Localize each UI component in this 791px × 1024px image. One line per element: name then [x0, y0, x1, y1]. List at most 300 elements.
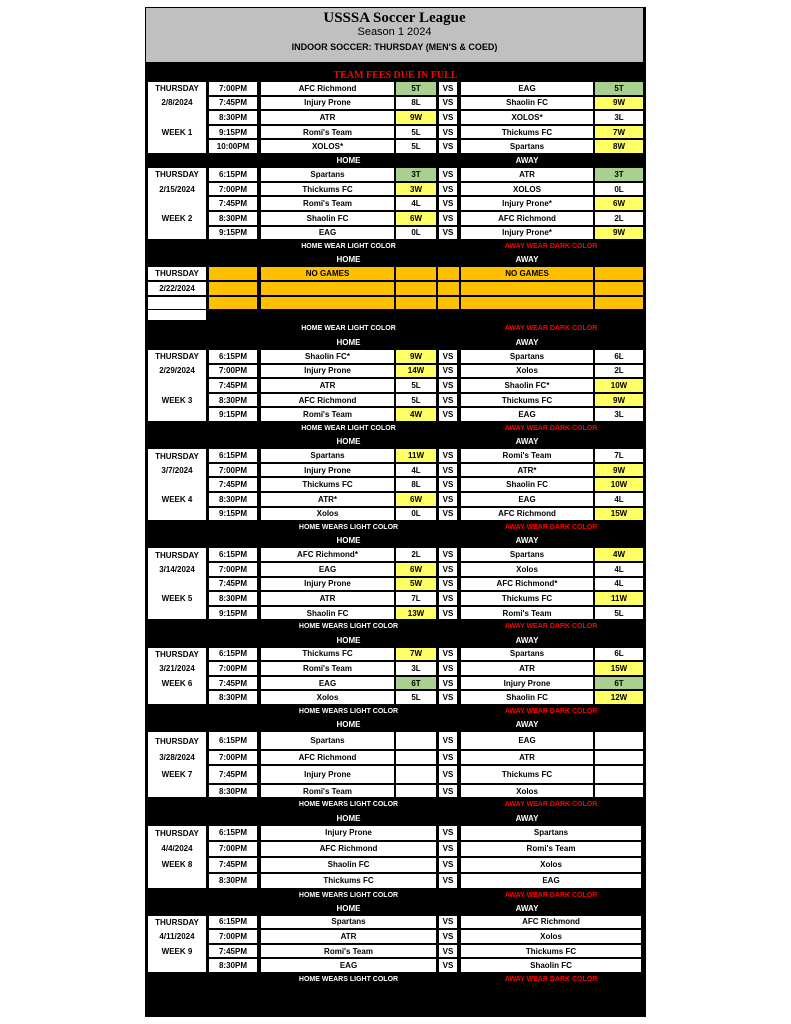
day-label: THURSDAY — [147, 915, 207, 930]
week-label: WEEK 4 — [147, 492, 207, 507]
game-time: 8:30PM — [208, 873, 258, 889]
away-score: 6L — [594, 349, 644, 364]
vs-label: VS — [438, 944, 458, 959]
away-wear-label: AWAY WEAR DARK COLOR — [504, 891, 598, 899]
home-score: 6W — [395, 211, 437, 226]
away-team: EAG — [460, 81, 594, 96]
away-team: Thickums FC — [460, 591, 594, 606]
vs-label: VS — [438, 125, 458, 140]
game-row — [145, 378, 646, 393]
home-team: EAG — [260, 958, 437, 973]
game-time: 6:15PM — [208, 349, 258, 364]
home-score: 4L — [395, 463, 437, 478]
season-label: Season 1 2024 — [357, 26, 432, 38]
vs-label: VS — [438, 690, 458, 705]
home-score: 7W — [395, 647, 437, 662]
day-cell — [147, 378, 207, 393]
away-team: EAG — [460, 407, 594, 422]
home-team: Thickums FC — [260, 477, 395, 492]
away-score: 7W — [594, 125, 644, 140]
game-row — [145, 765, 646, 784]
home-score: 9W — [395, 110, 437, 125]
date-label: 3/7/2024 — [147, 463, 207, 478]
away-team: Injury Prone* — [460, 196, 594, 211]
vs-label: VS — [438, 577, 458, 592]
home-away-bar — [145, 435, 646, 448]
away-score: 4L — [594, 577, 644, 592]
home-score — [395, 765, 437, 784]
vs-gap — [437, 266, 460, 281]
home-score: 5W — [395, 577, 437, 592]
home-team: EAG — [260, 562, 395, 577]
away-team: Romi's Team — [460, 841, 642, 857]
date-label: 2/8/2024 — [147, 96, 207, 111]
score-cell — [594, 281, 644, 296]
away-score: 4W — [594, 547, 644, 562]
home-score: 4L — [395, 196, 437, 211]
vs-label: VS — [438, 929, 458, 944]
game-row — [145, 784, 646, 799]
home-team: ATR* — [260, 492, 395, 507]
home-score: 11W — [395, 448, 437, 463]
away-team: Shaolin FC* — [460, 378, 594, 393]
home-score: 3L — [395, 661, 437, 676]
game-time: 7:00PM — [208, 562, 258, 577]
home-team: ATR — [260, 110, 395, 125]
away-score: 12W — [594, 690, 644, 705]
home-score: 5T — [395, 81, 437, 96]
home-team: Spartans — [260, 167, 395, 182]
day-label: THURSDAY — [147, 167, 207, 182]
game-time: 7:45PM — [208, 477, 258, 492]
day-cell — [147, 873, 207, 889]
vs-label: VS — [438, 139, 458, 154]
time-cell — [208, 296, 258, 311]
week-label: WEEK 9 — [147, 944, 207, 959]
game-row — [145, 407, 646, 422]
home-score: 2L — [395, 547, 437, 562]
away-score: 8W — [594, 139, 644, 154]
no-games-row — [145, 266, 646, 281]
vs-label: VS — [438, 448, 458, 463]
vs-label: VS — [438, 958, 458, 973]
vs-label: VS — [438, 492, 458, 507]
home-team: Thickums FC — [260, 182, 395, 197]
away-team: Spartans — [460, 647, 594, 662]
day-label: THURSDAY — [147, 547, 207, 562]
home-away-bar — [145, 634, 646, 647]
away-score: 4L — [594, 492, 644, 507]
game-time: 10:00PM — [208, 139, 258, 154]
no-games-row — [145, 296, 646, 311]
game-time: 7:00PM — [208, 463, 258, 478]
home-score: 8L — [395, 96, 437, 111]
score-cell — [594, 266, 644, 281]
game-row — [145, 211, 646, 226]
empty-cell — [260, 281, 395, 296]
away-team: ATR — [460, 661, 594, 676]
away-score: 6W — [594, 196, 644, 211]
away-score: 10W — [594, 378, 644, 393]
game-row — [145, 661, 646, 676]
away-team: Xolos — [460, 364, 594, 379]
away-score: 3T — [594, 167, 644, 182]
away-team: EAG — [460, 492, 594, 507]
away-score: 9W — [594, 96, 644, 111]
vs-label: VS — [438, 731, 458, 750]
game-time: 8:30PM — [208, 393, 258, 408]
home-team: Shaolin FC — [260, 606, 395, 621]
game-row — [145, 139, 646, 154]
day-cell — [147, 606, 207, 621]
away-score: 3L — [594, 407, 644, 422]
vs-label: VS — [438, 364, 458, 379]
vs-label: VS — [438, 196, 458, 211]
home-score: 3W — [395, 182, 437, 197]
vs-label: VS — [438, 873, 458, 889]
week-label: WEEK 8 — [147, 857, 207, 873]
game-time: 8:30PM — [208, 690, 258, 705]
away-score: 7L — [594, 448, 644, 463]
day-cell — [147, 507, 207, 522]
home-team: Injury Prone — [260, 364, 395, 379]
away-heading: AWAY — [515, 337, 539, 347]
day-cell — [147, 784, 207, 799]
home-score: 4W — [395, 407, 437, 422]
away-score: 6L — [594, 647, 644, 662]
away-team: Xolos — [460, 929, 642, 944]
game-row — [145, 547, 646, 562]
away-team: AFC Richmond — [460, 211, 594, 226]
away-team: Thickums FC — [460, 393, 594, 408]
wear-bar — [145, 240, 646, 253]
away-team: Injury Prone* — [460, 226, 594, 241]
home-team: XOLOS* — [260, 139, 395, 154]
week-label: WEEK 6 — [147, 676, 207, 691]
home-score: 5L — [395, 125, 437, 140]
game-time: 9:15PM — [208, 606, 258, 621]
game-row — [145, 393, 646, 408]
home-heading: HOME — [336, 437, 361, 447]
vs-label: VS — [438, 661, 458, 676]
game-row — [145, 825, 646, 841]
game-row — [145, 96, 646, 111]
away-score: 3L — [594, 110, 644, 125]
game-row — [145, 841, 646, 857]
game-time: 7:00PM — [208, 750, 258, 765]
away-team: Romi's Team — [460, 448, 594, 463]
game-row — [145, 477, 646, 492]
game-time: 6:15PM — [208, 547, 258, 562]
home-wear-label: HOME WEARS LIGHT COLOR — [298, 708, 399, 716]
wear-bar — [145, 321, 646, 335]
home-team: Romi's Team — [260, 125, 395, 140]
home-wear-label: HOME WEARS LIGHT COLOR — [298, 623, 399, 631]
day-cell — [147, 196, 207, 211]
game-row — [145, 915, 646, 930]
game-row — [145, 591, 646, 606]
home-score: 6W — [395, 562, 437, 577]
vs-label: VS — [438, 750, 458, 765]
away-team: Injury Prone — [460, 676, 594, 691]
game-time: 9:15PM — [208, 407, 258, 422]
home-team: Romi's Team — [260, 196, 395, 211]
away-team: ATR — [460, 167, 594, 182]
away-score — [594, 731, 644, 750]
game-row — [145, 690, 646, 705]
home-team: ATR — [260, 929, 437, 944]
away-team: XOLOS* — [460, 110, 594, 125]
home-team: Romi's Team — [260, 944, 437, 959]
home-team: Shaolin FC — [260, 211, 395, 226]
no-games-row — [145, 281, 646, 296]
wear-bar — [145, 620, 646, 633]
wear-bar — [145, 705, 646, 718]
vs-label: VS — [438, 81, 458, 96]
wear-bar — [145, 521, 646, 534]
vs-label: VS — [438, 477, 458, 492]
home-away-bar — [145, 253, 646, 266]
away-team: Xolos — [460, 562, 594, 577]
game-row — [145, 81, 646, 96]
vs-label: VS — [438, 562, 458, 577]
day-label: THURSDAY — [147, 825, 207, 841]
home-score — [395, 731, 437, 750]
home-score — [395, 750, 437, 765]
vs-label: VS — [438, 647, 458, 662]
home-heading: HOME — [336, 720, 361, 730]
away-team: Shaolin FC — [460, 96, 594, 111]
game-time: 7:45PM — [208, 196, 258, 211]
home-team: AFC Richmond* — [260, 547, 395, 562]
week-label: WEEK 1 — [147, 125, 207, 140]
away-score: 9W — [594, 393, 644, 408]
week-label: WEEK 5 — [147, 591, 207, 606]
away-team: EAG — [460, 873, 642, 889]
day-cell — [147, 577, 207, 592]
away-wear-label: AWAY WEAR DARK COLOR — [504, 425, 598, 433]
home-heading: HOME — [336, 156, 361, 166]
score-cell — [395, 266, 437, 281]
away-wear-label: AWAY WEAR DARK COLOR — [504, 801, 598, 809]
away-team: XOLOS — [460, 182, 594, 197]
vs-label: VS — [438, 463, 458, 478]
game-time: 9:15PM — [208, 125, 258, 140]
game-time: 7:00PM — [208, 841, 258, 857]
home-team: ATR — [260, 378, 395, 393]
away-team: Thickums FC — [460, 765, 594, 784]
home-wear-label: HOME WEAR LIGHT COLOR — [301, 243, 396, 251]
away-heading: AWAY — [515, 813, 539, 823]
away-score: 2L — [594, 364, 644, 379]
game-time: 7:00PM — [208, 929, 258, 944]
home-wear-label: HOME WEAR LIGHT COLOR — [301, 425, 396, 433]
home-team: Xolos — [260, 690, 395, 705]
home-wear-label: HOME WEARS LIGHT COLOR — [298, 801, 399, 809]
vs-label: VS — [438, 96, 458, 111]
home-team: Shaolin FC* — [260, 349, 395, 364]
home-score: 0L — [395, 226, 437, 241]
day-label: THURSDAY — [147, 647, 207, 662]
wear-bar — [145, 798, 646, 811]
game-time: 6:15PM — [208, 647, 258, 662]
away-wear-label: AWAY WEAR DARK COLOR — [504, 524, 598, 532]
home-score: 6T — [395, 676, 437, 691]
game-row — [145, 750, 646, 765]
home-score: 13W — [395, 606, 437, 621]
away-heading: AWAY — [515, 720, 539, 730]
game-row — [145, 492, 646, 507]
home-wear-label: HOME WEAR LIGHT COLOR — [301, 324, 396, 332]
home-heading: HOME — [336, 903, 361, 913]
time-cell — [208, 266, 258, 281]
away-team: Thickums FC — [460, 944, 642, 959]
home-heading: HOME — [336, 536, 361, 546]
game-time: 6:15PM — [208, 825, 258, 841]
game-time: 7:00PM — [208, 182, 258, 197]
away-score: 9W — [594, 226, 644, 241]
game-row — [145, 349, 646, 364]
home-score: 7L — [395, 591, 437, 606]
away-team: Spartans — [460, 139, 594, 154]
home-team: Spartans — [260, 448, 395, 463]
game-time: 6:15PM — [208, 731, 258, 750]
home-team: Injury Prone — [260, 96, 395, 111]
vs-label: VS — [438, 606, 458, 621]
vs-gap — [437, 296, 460, 311]
away-team: EAG — [460, 731, 594, 750]
wear-bar — [145, 889, 646, 902]
away-score: 4L — [594, 562, 644, 577]
home-wear-label: HOME WEARS LIGHT COLOR — [298, 976, 399, 984]
game-row — [145, 562, 646, 577]
game-time: 9:15PM — [208, 507, 258, 522]
home-away-bar — [145, 902, 646, 915]
schedule-subtitle: INDOOR SOCCER: THURSDAY (MEN'S & COED) — [291, 42, 498, 52]
empty-cell — [260, 296, 395, 311]
away-team: Xolos — [460, 857, 642, 873]
week-label — [147, 296, 207, 311]
home-team: AFC Richmond — [260, 841, 437, 857]
game-time: 7:00PM — [208, 81, 258, 96]
home-team: Injury Prone — [260, 765, 395, 784]
league-title: USSSA Soccer League — [323, 10, 466, 26]
away-team: Romi's Team — [460, 606, 594, 621]
game-row — [145, 873, 646, 889]
date-label: 2/22/2024 — [147, 281, 207, 296]
game-time: 8:30PM — [208, 591, 258, 606]
home-score: 14W — [395, 364, 437, 379]
home-score: 6W — [395, 492, 437, 507]
home-score: 0L — [395, 507, 437, 522]
home-team: AFC Richmond — [260, 81, 395, 96]
home-team: Injury Prone — [260, 825, 437, 841]
date-label: 3/14/2024 — [147, 562, 207, 577]
empty-cell — [460, 296, 594, 311]
home-team: Thickums FC — [260, 873, 437, 889]
home-score: 9W — [395, 349, 437, 364]
away-team: Shaolin FC — [460, 477, 594, 492]
home-score: 3T — [395, 167, 437, 182]
away-heading: AWAY — [515, 903, 539, 913]
home-score: 5L — [395, 139, 437, 154]
vs-label: VS — [438, 407, 458, 422]
away-heading: AWAY — [515, 635, 539, 645]
away-team: AFC Richmond — [460, 915, 642, 930]
away-score: 6T — [594, 676, 644, 691]
game-row — [145, 647, 646, 662]
game-time: 7:45PM — [208, 676, 258, 691]
away-team: Spartans — [460, 547, 594, 562]
vs-label: VS — [438, 110, 458, 125]
game-time: 6:15PM — [208, 448, 258, 463]
game-time: 8:30PM — [208, 110, 258, 125]
game-row — [145, 167, 646, 182]
date-label: 4/4/2024 — [147, 841, 207, 857]
game-time: 7:45PM — [208, 857, 258, 873]
date-label: 3/28/2024 — [147, 750, 207, 765]
home-score: 5L — [395, 378, 437, 393]
vs-label: VS — [438, 211, 458, 226]
home-score — [395, 784, 437, 799]
away-team: ATR* — [460, 463, 594, 478]
week-label: WEEK 3 — [147, 393, 207, 408]
day-cell — [147, 958, 207, 973]
home-wear-label: HOME WEARS LIGHT COLOR — [298, 891, 399, 899]
game-time: 7:00PM — [208, 364, 258, 379]
game-row — [145, 196, 646, 211]
vs-label: VS — [438, 378, 458, 393]
away-score: 11W — [594, 591, 644, 606]
vs-label: VS — [438, 841, 458, 857]
score-cell — [594, 296, 644, 311]
game-time: 8:30PM — [208, 211, 258, 226]
date-label: 3/21/2024 — [147, 661, 207, 676]
home-wear-label: HOME WEARS LIGHT COLOR — [298, 524, 399, 532]
vs-label: VS — [438, 507, 458, 522]
date-label: 2/29/2024 — [147, 364, 207, 379]
away-score: 2L — [594, 211, 644, 226]
day-cell — [147, 110, 207, 125]
home-team: AFC Richmond — [260, 750, 395, 765]
vs-label: VS — [438, 676, 458, 691]
score-cell — [395, 296, 437, 311]
home-team: Xolos — [260, 507, 395, 522]
away-team: Spartans — [460, 825, 642, 841]
vs-label: VS — [438, 182, 458, 197]
home-away-bar — [145, 534, 646, 547]
away-score: 0L — [594, 182, 644, 197]
vs-label: VS — [438, 167, 458, 182]
no-games-label: NO GAMES — [260, 266, 395, 281]
no-games-label: NO GAMES — [460, 266, 594, 281]
game-time: 7:45PM — [208, 944, 258, 959]
away-wear-label: AWAY WEAR DARK COLOR — [504, 708, 598, 716]
away-wear-label: AWAY WEAR DARK COLOR — [504, 243, 598, 251]
away-heading: AWAY — [515, 536, 539, 546]
day-cell — [147, 690, 207, 705]
game-row — [145, 125, 646, 140]
away-wear-label: AWAY WEAR DARK COLOR — [504, 324, 598, 332]
away-team: AFC Richmond — [460, 507, 594, 522]
home-team: Romi's Team — [260, 661, 395, 676]
away-heading: AWAY — [515, 255, 539, 265]
game-row — [145, 507, 646, 522]
vs-label: VS — [438, 547, 458, 562]
away-score: 5T — [594, 81, 644, 96]
away-score — [594, 750, 644, 765]
away-team: Xolos — [460, 784, 594, 799]
